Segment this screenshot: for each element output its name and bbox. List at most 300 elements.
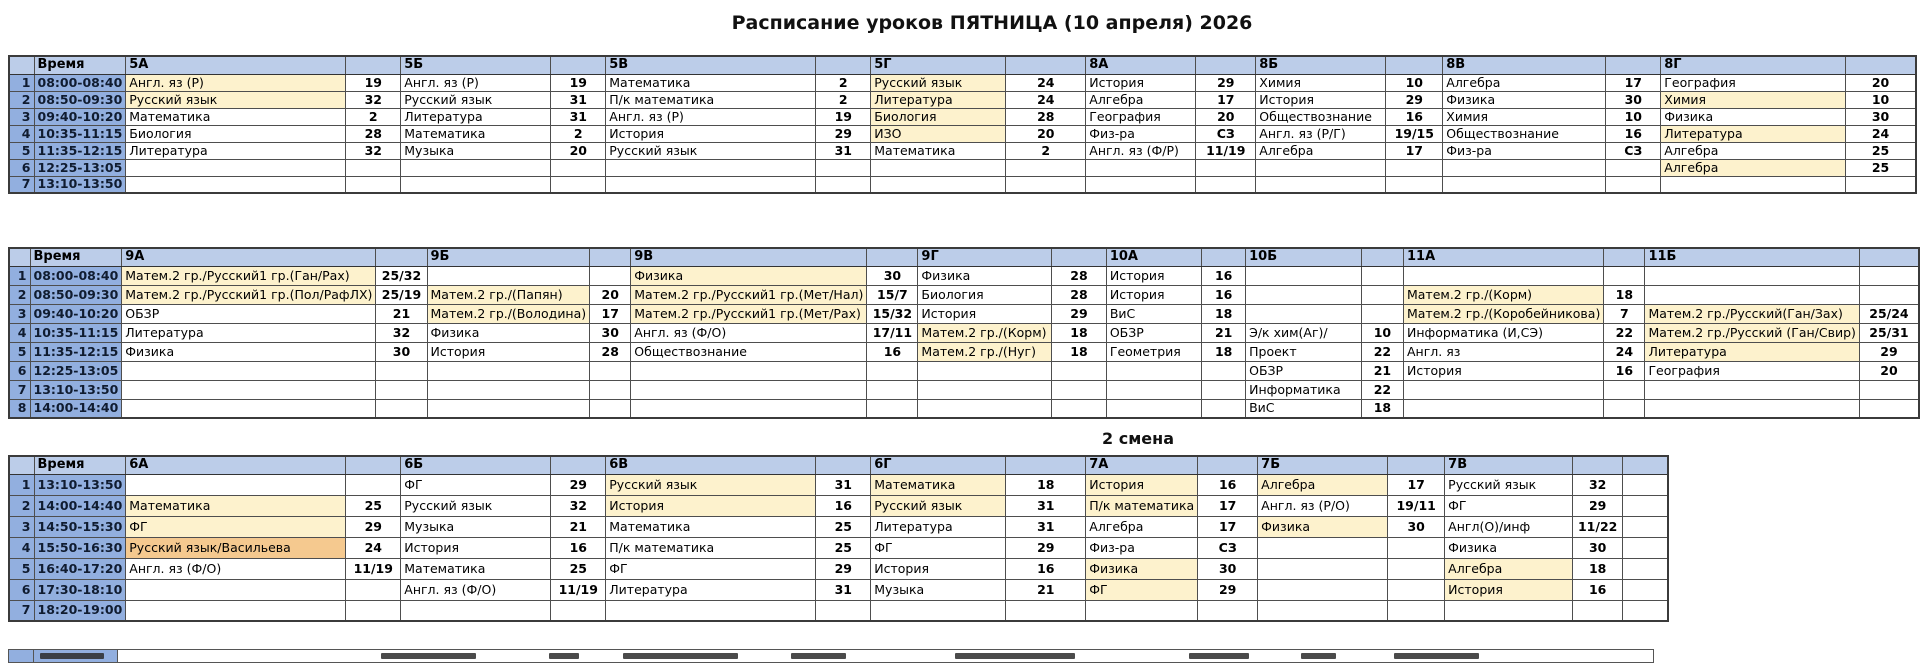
room-cell	[816, 600, 871, 621]
room-cell	[1604, 380, 1645, 399]
room-cell: 22	[1361, 342, 1403, 361]
lesson-cell: Математика	[401, 558, 551, 579]
time-header: Время	[34, 456, 126, 474]
class-header-6В: 6В	[606, 456, 816, 474]
room-cell: 25	[1846, 142, 1916, 159]
lesson-cell: Матем.2 гр./(Корм)	[918, 323, 1052, 342]
lesson-cell: ВиС	[1106, 304, 1201, 323]
lesson-cell: Физика	[1258, 516, 1388, 537]
lesson-cell: Русский язык	[1445, 474, 1573, 495]
schedule-row	[9, 380, 1919, 399]
cutoff-illegible-text	[1394, 653, 1479, 659]
room-cell: 25/32	[376, 266, 427, 285]
room-cell: 18	[1202, 342, 1246, 361]
lesson-cell: Русский язык/Васильева	[126, 537, 346, 558]
lesson-cell: Алгебра	[1661, 159, 1846, 176]
room-cell: 10	[1846, 91, 1916, 108]
room-cell: 28	[346, 125, 401, 142]
room-cell	[551, 176, 606, 193]
room-cell: 19	[551, 74, 606, 91]
schedule-row	[9, 304, 1919, 323]
room-cell: 17	[1196, 91, 1256, 108]
cutoff-illegible-text	[1189, 653, 1249, 659]
room-cell	[1604, 266, 1645, 285]
room-cell: 15/32	[867, 304, 918, 323]
lesson-cell	[427, 399, 590, 418]
lesson-cell: Русский язык	[606, 474, 816, 495]
lesson-cell: Обществознание	[1256, 108, 1386, 125]
room-cell: 20	[1859, 361, 1919, 380]
room-cell	[1361, 304, 1403, 323]
room-cell: 30	[1388, 516, 1445, 537]
room-header	[1052, 248, 1107, 266]
room-cell: 16	[1604, 361, 1645, 380]
trailing-cell	[1623, 600, 1668, 621]
row-number-cell: 1	[9, 474, 34, 495]
lesson-cell	[122, 399, 376, 418]
next-table-cutoff-fragment	[8, 649, 1654, 663]
room-cell	[590, 361, 631, 380]
lesson-cell: Англ. яз (Р/Г)	[1256, 125, 1386, 142]
cutoff-illegible-text	[1301, 653, 1336, 659]
row-number-cell: 3	[9, 108, 34, 125]
schedule-row	[9, 266, 1919, 285]
room-cell: 28	[1006, 108, 1086, 125]
room-header	[551, 56, 606, 74]
room-cell: 18	[1006, 474, 1086, 495]
class-header-9Г: 9Г	[918, 248, 1052, 266]
room-header	[1606, 56, 1661, 74]
room-cell: 18	[1202, 304, 1246, 323]
lesson-cell: П/к математика	[606, 91, 816, 108]
lesson-cell	[401, 176, 551, 193]
room-cell: 16	[1386, 108, 1443, 125]
lesson-cell	[1645, 380, 1859, 399]
lesson-cell: Англ. яз (Р)	[606, 108, 816, 125]
class-header-8Б: 8Б	[1256, 56, 1386, 74]
time-cell: 08:00-08:40	[34, 74, 126, 91]
room-cell: 24	[1006, 74, 1086, 91]
room-cell: 24	[1604, 342, 1645, 361]
room-cell	[1386, 176, 1443, 193]
lesson-cell	[871, 600, 1006, 621]
room-cell: 25/24	[1859, 304, 1919, 323]
lesson-cell: Англ. яз (Р)	[126, 74, 346, 91]
time-cell: 12:25-13:05	[34, 159, 126, 176]
row-number-cell: 8	[9, 399, 30, 418]
lesson-cell	[1443, 176, 1606, 193]
time-cell: 14:50-15:30	[34, 516, 126, 537]
page-title: Расписание уроков ПЯТНИЦА (10 апреля) 2026	[731, 12, 1253, 34]
time-cell: 13:10-13:50	[34, 474, 126, 495]
lesson-cell	[918, 380, 1052, 399]
room-cell: 2	[346, 108, 401, 125]
lesson-cell	[1258, 600, 1388, 621]
room-header	[816, 56, 871, 74]
lesson-cell: Матем.2 гр./(Корм)	[1403, 285, 1603, 304]
lesson-cell: Физика	[1086, 558, 1198, 579]
lesson-cell: Матем.2 гр./(Володина)	[427, 304, 590, 323]
lesson-cell: Физ-ра	[1443, 142, 1606, 159]
room-cell: 16	[867, 342, 918, 361]
room-cell	[346, 474, 401, 495]
room-cell: 30	[376, 342, 427, 361]
class-header-7Б: 7Б	[1258, 456, 1388, 474]
room-header	[867, 248, 918, 266]
schedule-row	[9, 537, 1668, 558]
room-header	[590, 248, 631, 266]
room-cell: 25	[816, 537, 871, 558]
schedule-row	[9, 323, 1919, 342]
room-cell	[1859, 266, 1919, 285]
room-cell	[1196, 159, 1256, 176]
row-number-cell: 2	[9, 495, 34, 516]
room-cell: 28	[1052, 266, 1107, 285]
room-cell: 18	[1573, 558, 1623, 579]
lesson-cell: Матем.2 гр./(Нуг)	[918, 342, 1052, 361]
room-cell: 17	[1198, 516, 1258, 537]
lesson-cell: Физика	[427, 323, 590, 342]
room-cell: 21	[376, 304, 427, 323]
lesson-cell	[1106, 361, 1201, 380]
class-header-5Б: 5Б	[401, 56, 551, 74]
room-cell	[1052, 399, 1107, 418]
lesson-cell: Математика	[871, 142, 1006, 159]
lesson-cell: Физика	[122, 342, 376, 361]
room-header	[1196, 56, 1256, 74]
room-cell	[1604, 399, 1645, 418]
schedule-table-shift1-classes-5-8	[8, 55, 1917, 194]
cutoff-illegible-text	[791, 653, 846, 659]
room-cell: 30	[1198, 558, 1258, 579]
class-header-6А: 6А	[126, 456, 346, 474]
room-cell	[1573, 600, 1623, 621]
lesson-cell: Информатика (И,СЭ)	[1403, 323, 1603, 342]
room-header	[1388, 456, 1445, 474]
lesson-cell: ОБЗР	[1246, 361, 1362, 380]
lesson-cell	[1443, 159, 1606, 176]
schedule-row	[9, 176, 1916, 193]
lesson-cell: П/к математика	[1086, 495, 1198, 516]
time-cell: 16:40-17:20	[34, 558, 126, 579]
lesson-cell	[427, 361, 590, 380]
room-cell: 25	[551, 558, 606, 579]
cutoff-illegible-text	[623, 653, 738, 659]
room-cell: СЗ	[1196, 125, 1256, 142]
room-cell: 19	[816, 108, 871, 125]
room-cell	[551, 159, 606, 176]
lesson-cell	[1106, 380, 1201, 399]
room-cell	[1859, 380, 1919, 399]
room-cell: 22	[1361, 380, 1403, 399]
lesson-cell: Физ-ра	[1086, 537, 1198, 558]
lesson-cell: Алгебра	[1086, 91, 1196, 108]
lesson-cell	[606, 159, 816, 176]
room-cell: 21	[1202, 323, 1246, 342]
trailing-cell	[1623, 516, 1668, 537]
room-cell: 10	[1606, 108, 1661, 125]
room-cell	[1052, 380, 1107, 399]
row-number-cell: 7	[9, 380, 30, 399]
lesson-cell: Литература	[1645, 342, 1859, 361]
lesson-cell: ФГ	[1086, 579, 1198, 600]
room-header	[1198, 456, 1258, 474]
lesson-cell	[1246, 304, 1362, 323]
lesson-cell: Информатика	[1246, 380, 1362, 399]
room-header	[1604, 248, 1645, 266]
lesson-cell	[1106, 399, 1201, 418]
room-cell: 30	[1606, 91, 1661, 108]
time-cell: 10:35-11:15	[30, 323, 122, 342]
lesson-cell: Музыка	[401, 516, 551, 537]
class-header-9В: 9В	[631, 248, 867, 266]
trailing-cell	[1623, 558, 1668, 579]
row-number-cell: 4	[9, 125, 34, 142]
room-cell: 31	[816, 142, 871, 159]
lesson-cell: Музыка	[871, 579, 1006, 600]
room-cell	[590, 380, 631, 399]
lesson-cell: Русский язык	[871, 74, 1006, 91]
row-number-cell: 5	[9, 342, 30, 361]
lesson-cell	[631, 361, 867, 380]
time-cell: 08:00-08:40	[30, 266, 122, 285]
lesson-cell: Обществознание	[1443, 125, 1606, 142]
room-cell: 28	[590, 342, 631, 361]
room-cell: 17	[1386, 142, 1443, 159]
lesson-cell: Алгебра	[1443, 74, 1606, 91]
lesson-cell	[1258, 537, 1388, 558]
room-header	[1386, 56, 1443, 74]
room-cell: 31	[1006, 495, 1086, 516]
lesson-cell: Физ-ра	[1086, 125, 1196, 142]
row-number-cell: 5	[9, 558, 34, 579]
schedule-table-shift1-classes-9-11	[8, 247, 1920, 419]
room-cell: 21	[551, 516, 606, 537]
lesson-cell	[1258, 558, 1388, 579]
lesson-cell	[401, 600, 551, 621]
time-cell: 18:20-19:00	[34, 600, 126, 621]
lesson-cell: Физика	[1443, 91, 1606, 108]
class-header-8В: 8В	[1443, 56, 1606, 74]
lesson-cell: Геометрия	[1106, 342, 1201, 361]
schedule-row	[9, 342, 1919, 361]
lesson-cell: Русский язык	[126, 91, 346, 108]
lesson-cell: Литература	[871, 91, 1006, 108]
time-cell: 15:50-16:30	[34, 537, 126, 558]
room-header	[1361, 248, 1403, 266]
class-header-8А: 8А	[1086, 56, 1196, 74]
room-cell	[1006, 159, 1086, 176]
room-header	[1573, 456, 1623, 474]
lesson-cell: Матем.2 гр./Русский1 гр.(Пол/РафЛХ)	[122, 285, 376, 304]
class-header-6Б: 6Б	[401, 456, 551, 474]
lesson-cell: Литература	[126, 142, 346, 159]
room-cell: 30	[1846, 108, 1916, 125]
lesson-cell: Биология	[918, 285, 1052, 304]
lesson-cell: Русский язык	[401, 91, 551, 108]
lesson-cell: Математика	[126, 108, 346, 125]
shift2-heading: 2 смена	[1102, 429, 1174, 448]
lesson-cell: Матем.2 гр./Русский1 гр.(Мет/Нал)	[631, 285, 867, 304]
lesson-cell: География	[1086, 108, 1196, 125]
room-cell: 21	[1006, 579, 1086, 600]
row-number-cell: 6	[9, 579, 34, 600]
trailing-cell	[1623, 495, 1668, 516]
room-header	[346, 56, 401, 74]
lesson-cell: География	[1645, 361, 1859, 380]
room-cell: 19	[346, 74, 401, 91]
cutoff-time-cell	[34, 650, 118, 662]
room-cell: 30	[1573, 537, 1623, 558]
class-header-6Г: 6Г	[871, 456, 1006, 474]
room-cell	[1846, 176, 1916, 193]
room-cell: 16	[1202, 285, 1246, 304]
corner-header	[9, 456, 34, 474]
room-cell: 20	[1846, 74, 1916, 91]
lesson-cell	[1645, 266, 1859, 285]
room-cell: 16	[551, 537, 606, 558]
time-cell: 09:40-10:20	[34, 108, 126, 125]
lesson-cell: История	[1403, 361, 1603, 380]
room-cell: 17/11	[867, 323, 918, 342]
cutoff-row-number-cell	[9, 650, 34, 662]
room-cell: 19/15	[1386, 125, 1443, 142]
schedule-row	[9, 91, 1916, 108]
room-cell: 2	[551, 125, 606, 142]
lesson-cell	[918, 361, 1052, 380]
lesson-cell: Русский язык	[401, 495, 551, 516]
schedule-table-shift2-classes-6-7	[8, 455, 1669, 622]
time-cell: 12:25-13:05	[30, 361, 122, 380]
row-number-cell: 7	[9, 600, 34, 621]
room-cell	[1388, 537, 1445, 558]
lesson-cell: Англ. яз (Ф/Р)	[1086, 142, 1196, 159]
lesson-cell: ВиС	[1246, 399, 1362, 418]
time-cell: 17:30-18:10	[34, 579, 126, 600]
lesson-cell	[1645, 399, 1859, 418]
class-header-11Б: 11Б	[1645, 248, 1859, 266]
schedule-row	[9, 516, 1668, 537]
cutoff-illegible-text	[381, 653, 476, 659]
room-cell: 29	[1859, 342, 1919, 361]
room-header	[551, 456, 606, 474]
lesson-cell: История	[1256, 91, 1386, 108]
lesson-cell: ФГ	[1445, 495, 1573, 516]
lesson-cell: Матем.2 гр./Русский1 гр.(Мет/Рах)	[631, 304, 867, 323]
class-header-10А: 10А	[1106, 248, 1201, 266]
class-header-8Г: 8Г	[1661, 56, 1846, 74]
room-cell	[1606, 159, 1661, 176]
lesson-cell: География	[1661, 74, 1846, 91]
lesson-cell: История	[427, 342, 590, 361]
row-number-cell: 5	[9, 142, 34, 159]
lesson-cell: Матем.2 гр./Русский (Ган/Свир)	[1645, 323, 1859, 342]
room-cell	[1052, 361, 1107, 380]
schedule-row	[9, 142, 1916, 159]
lesson-cell: Физика	[1445, 537, 1573, 558]
row-number-cell: 4	[9, 323, 30, 342]
lesson-cell: История	[1086, 474, 1198, 495]
lesson-cell: ФГ	[126, 516, 346, 537]
lesson-cell: ФГ	[401, 474, 551, 495]
lesson-cell: ФГ	[871, 537, 1006, 558]
lesson-cell	[126, 176, 346, 193]
room-cell: 29	[1006, 537, 1086, 558]
lesson-cell: История	[401, 537, 551, 558]
time-cell: 13:10-13:50	[34, 176, 126, 193]
room-cell: 29	[1386, 91, 1443, 108]
lesson-cell: Физика	[631, 266, 867, 285]
lesson-cell: История	[1106, 285, 1201, 304]
room-cell: 29	[1198, 579, 1258, 600]
schedule-row	[9, 108, 1916, 125]
lesson-cell: Э/к хим(Аг)/	[1246, 323, 1362, 342]
class-header-5В: 5В	[606, 56, 816, 74]
room-cell	[1606, 176, 1661, 193]
lesson-cell: Матем.2 гр./(Коробейникова)	[1403, 304, 1603, 323]
lesson-cell	[401, 159, 551, 176]
room-cell: 16	[1573, 579, 1623, 600]
class-header-5А: 5А	[126, 56, 346, 74]
cutoff-illegible-text	[549, 653, 579, 659]
room-cell	[1388, 579, 1445, 600]
room-cell	[867, 380, 918, 399]
time-cell: 11:35-12:15	[34, 142, 126, 159]
room-cell: 17	[1388, 474, 1445, 495]
lesson-cell	[427, 380, 590, 399]
room-cell: 32	[346, 142, 401, 159]
room-cell: 19/11	[1388, 495, 1445, 516]
lesson-cell: История	[606, 125, 816, 142]
time-cell: 14:00-14:40	[30, 399, 122, 418]
schedule-row	[9, 495, 1668, 516]
room-header	[1202, 248, 1246, 266]
room-cell: 30	[867, 266, 918, 285]
trailing-cell	[1623, 474, 1668, 495]
lesson-cell	[606, 176, 816, 193]
room-cell: 25/31	[1859, 323, 1919, 342]
room-cell: 20	[1196, 108, 1256, 125]
row-number-cell: 7	[9, 176, 34, 193]
class-header-9А: 9А	[122, 248, 376, 266]
room-cell	[1006, 176, 1086, 193]
lesson-cell: Литература	[1661, 125, 1846, 142]
lesson-cell: Литература	[122, 323, 376, 342]
room-cell: СЗ	[1606, 142, 1661, 159]
room-header	[1846, 56, 1916, 74]
room-cell: 2	[1006, 142, 1086, 159]
lesson-cell: Обществознание	[631, 342, 867, 361]
room-cell	[1202, 361, 1246, 380]
lesson-cell	[871, 159, 1006, 176]
room-cell: 25/19	[376, 285, 427, 304]
lesson-cell	[1403, 399, 1603, 418]
room-cell: 17	[1198, 495, 1258, 516]
room-cell: 21	[1361, 361, 1403, 380]
lesson-cell: Англ. яз (Ф/О)	[126, 558, 346, 579]
lesson-cell: Математика	[401, 125, 551, 142]
lesson-cell: Литература	[401, 108, 551, 125]
room-cell: 16	[1006, 558, 1086, 579]
room-cell: 31	[816, 474, 871, 495]
schedule-row	[9, 285, 1919, 304]
time-cell: 14:00-14:40	[34, 495, 126, 516]
room-cell: 32	[376, 323, 427, 342]
schedule-row	[9, 399, 1919, 418]
room-cell: 32	[551, 495, 606, 516]
room-cell: 30	[590, 323, 631, 342]
lesson-cell	[126, 474, 346, 495]
